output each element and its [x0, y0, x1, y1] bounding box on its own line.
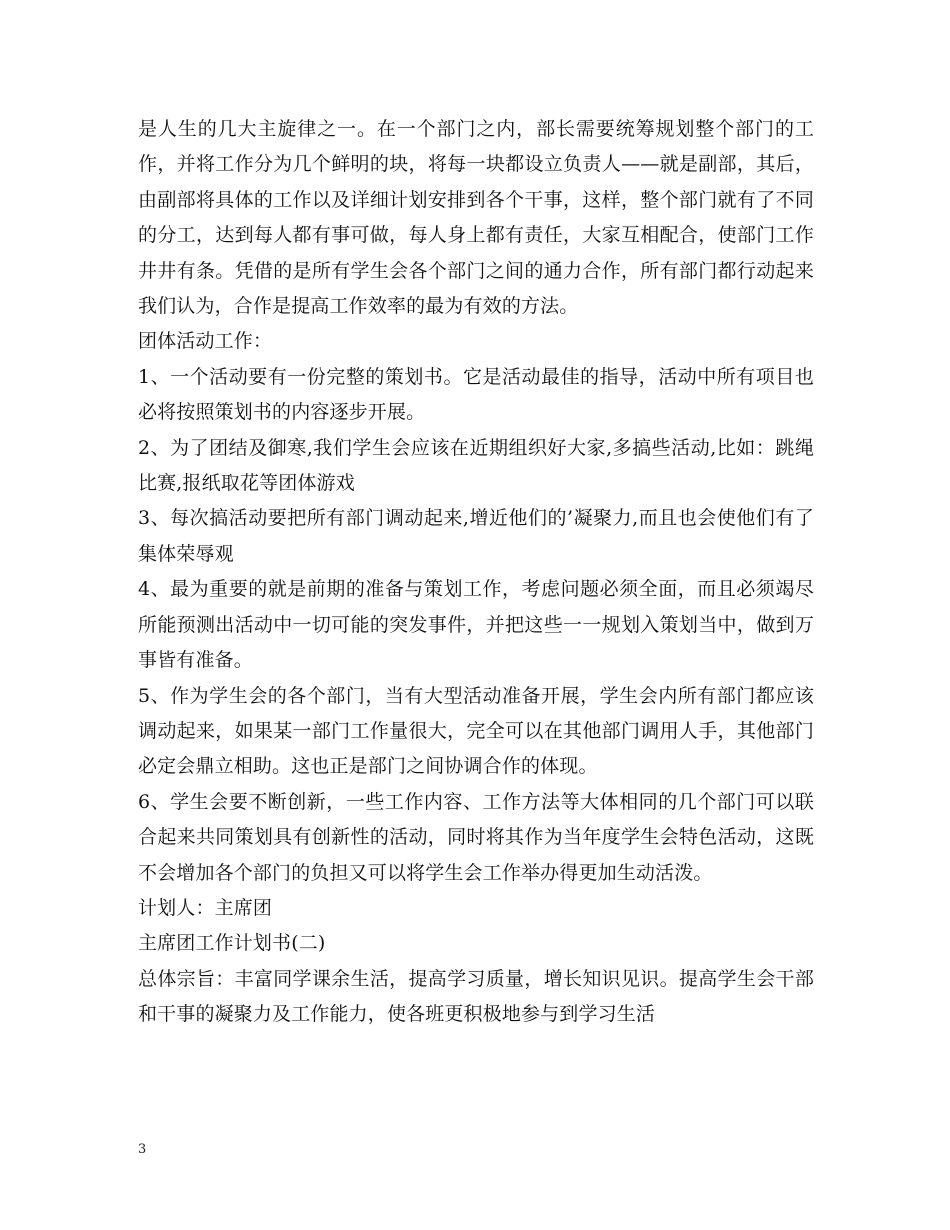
planner-line: 计划人：主席团	[138, 896, 273, 919]
list-item-2: 2、为了团结及御寒,我们学生会应该在近期组织好大家,多搞些活动,比如：跳绳比赛,报纸取花等团体游戏	[138, 436, 814, 495]
section-heading-group-activities: 团体活动工作：	[138, 330, 273, 353]
paragraph-intro: 是人生的几大主旋律之一。在一个部门之内，部长需要统筹规划整个部门的工作，并将工作分为几个鲜明的块，将每一块都设立负责人——就是副部，其后，由副部将具体的工作以及详细计划安排到各个干事，这样，整个部门就有了不同的分工，达到每人都有事可做，每人身上都有责任，大家互相配合，使部门工作井井有条。凭借的是所有学生会各个部门之间的通力合作，所有部门都行动起来我们认为，合作是提高工作效率的最为有效的方法。	[138, 118, 814, 318]
list-item-5: 5、作为学生会的各个部门，当有大型活动准备开展，学生会内所有部门都应该调动起来，如果某一部门工作量很大，完全可以在其他部门调用人手，其他部门必定会鼎立相助。这也正是部门之间协调合作的体现。	[138, 684, 814, 778]
list-item-3: 3、每次搞活动要把所有部门调动起来,增近他们的’凝聚力,而且也会使他们有了集体荣辱观	[138, 507, 814, 565]
list-item-6: 6、学生会要不断创新，一些工作内容、工作方法等大体相同的几个部门可以联合起来共同策划具有创新性的活动，同时将其作为当年度学生会特色活动，这既不会增加各个部门的负担又可以将学生会工作举办得更加生动活泼。	[138, 790, 814, 884]
list-item-4: 4、最为重要的就是前期的准备与策划工作，考虑问题必须全面，而且必须竭尽所能预测出活动中一切可能的突发事件，并把这些一一规划入策划当中，做到万事皆有准备。	[138, 578, 814, 672]
page-number: 3	[138, 1142, 147, 1157]
section-title-plan-two: 主席团工作计划书(二)	[138, 932, 326, 955]
paragraph-overall-purpose: 总体宗旨：丰富同学课余生活，提高学习质量，增长知识见识。提高学生会干部和干事的凝聚力及工作能力，使各班更积极地参与到学习生活	[138, 967, 814, 1026]
document-body	[138, 112, 814, 1033]
list-item-1: 1、一个活动要有一份完整的策划书。它是活动最佳的指导，活动中所有项目也必将按照策划书的内容逐步开展。	[138, 365, 814, 424]
